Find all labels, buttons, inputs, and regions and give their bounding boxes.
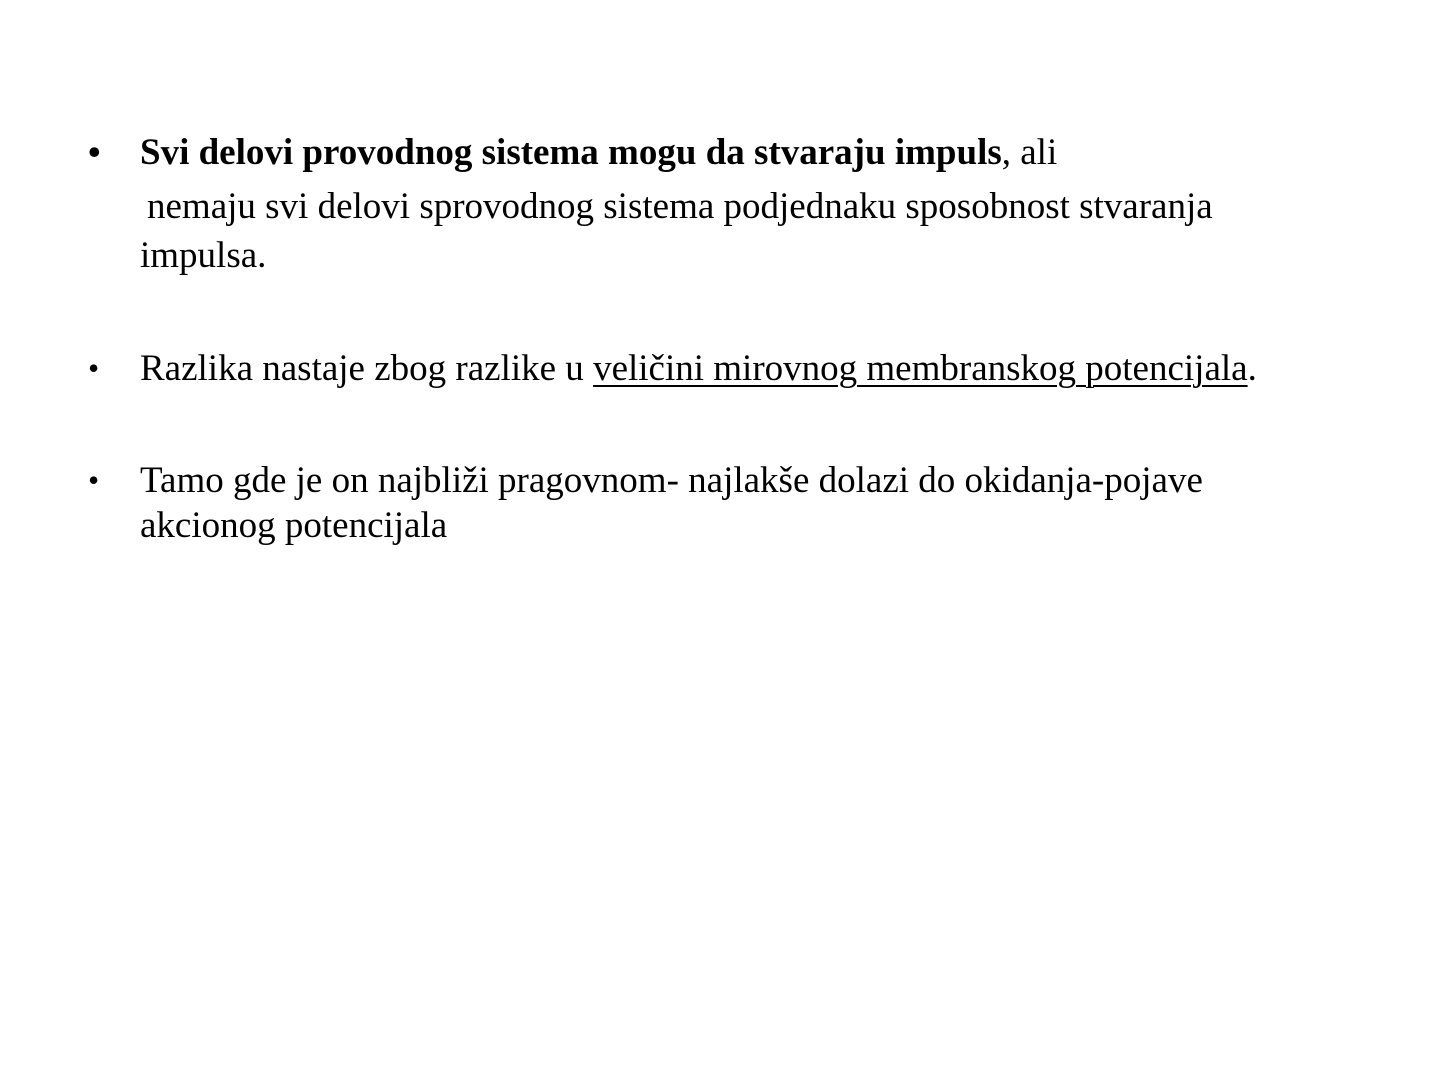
bullet-line-1 xyxy=(140,128,1213,177)
bullet-line-2: nemaju svi delovi sprovodnog sistema podjednaku sposobnost stvaranja xyxy=(147,186,1213,227)
bullet-line-3: impulsa. xyxy=(140,235,267,276)
bullet-icon: • xyxy=(88,462,100,498)
bullet-line-1: Tamo gde je on najbliži pragovnom- najlakše dolazi do okidanja-pojave xyxy=(140,460,1203,501)
text-after: . xyxy=(1247,348,1257,389)
bullet-text xyxy=(140,344,1257,393)
underlined-phrase: veličini mirovnog membranskog potencijala xyxy=(593,348,1248,389)
bullet-line-2: akcionog potencijala xyxy=(140,505,448,546)
bullet-icon: • xyxy=(88,132,101,172)
bullet-text xyxy=(140,128,1213,280)
bullet-text xyxy=(140,456,1203,550)
statement-suffix: , ali xyxy=(1001,132,1058,173)
bullet-icon: • xyxy=(88,350,100,386)
text-before: Razlika nastaje zbog razlike u xyxy=(140,348,594,389)
bold-statement: Svi delovi provodnog sistema mogu da stvaraju impuls xyxy=(140,132,1002,173)
